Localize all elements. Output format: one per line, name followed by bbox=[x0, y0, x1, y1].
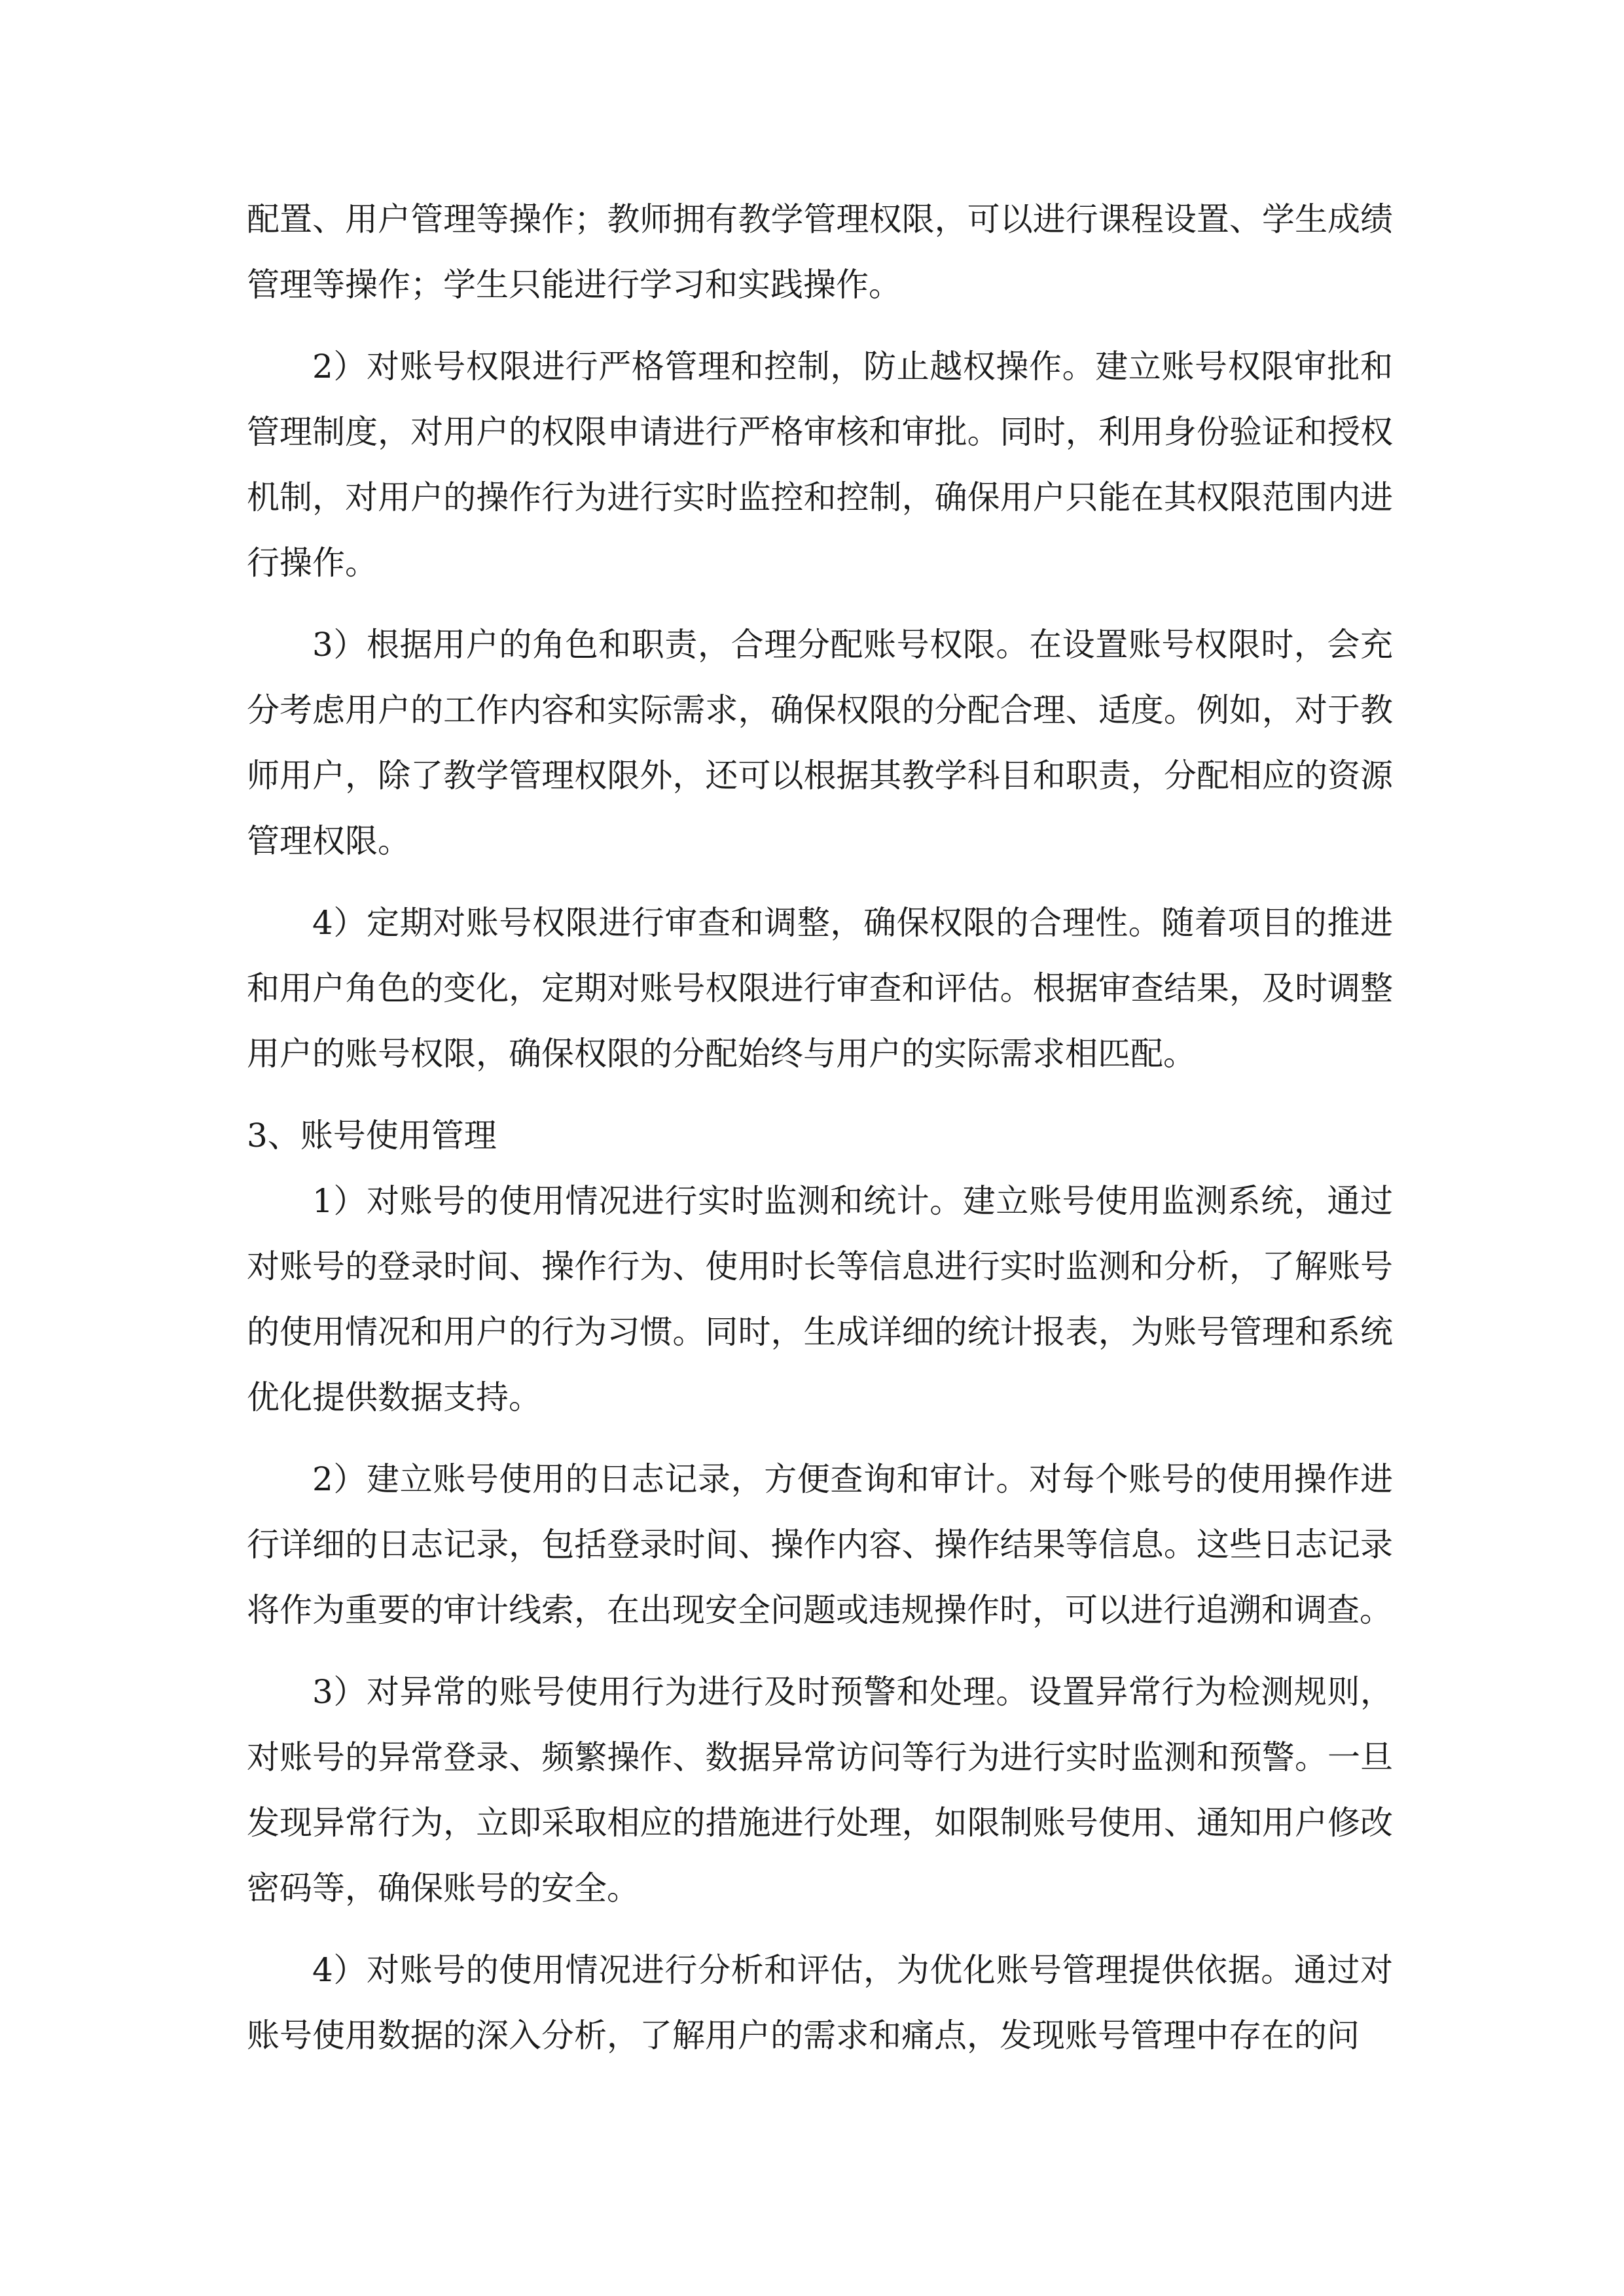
paragraph-permission-review: 4）定期对账号权限进行审查和调整，确保权限的合理性。随着项目的推进和用户角色的变化，定期对账号权限进行审查和评估。根据审查结果，及时调整用户的账号权限，确保权限的分配始终与用户的实际需求相匹配。 bbox=[247, 904, 1393, 1073]
paragraph-usage-logging: 2）建立账号使用的日志记录，方便查询和审计。对每个账号的使用操作进行详细的日志记录，包括登录时间、操作内容、操作结果等信息。这些日志记录将作为重要的审计线索，在出现安全问题或违规操作时，可以进行追溯和调查。 bbox=[247, 1460, 1393, 1629]
paragraph-permission-control: 2）对账号权限进行严格管理和控制，防止越权操作。建立账号权限审批和管理制度，对用户的权限申请进行严格审核和审批。同时，利用身份验证和授权机制，对用户的操作行为进行实时监控和控制，确保用户只能在其权限范围内进行操作。 bbox=[247, 348, 1393, 582]
paragraph-usage-analysis: 4）对账号的使用情况进行分析和评估，为优化账号管理提供依据。通过对账号使用数据的深入分析，了解用户的需求和痛点，发现账号管理中存在的问 bbox=[247, 1951, 1393, 2054]
paragraph-permission-allocation: 3）根据用户的角色和职责，合理分配账号权限。在设置账号权限时，会充分考虑用户的工作内容和实际需求，确保权限的分配合理、适度。例如，对于教师用户，除了教学管理权限外，还可以根据其教学科目和职责，分配相应的资源管理权限。 bbox=[247, 626, 1393, 860]
paragraph-usage-alerting: 3）对异常的账号使用行为进行及时预警和处理。设置异常行为检测规则，对账号的异常登录、频繁操作、数据异常访问等行为进行实时监测和预警。一旦发现异常行为，立即采取相应的措施进行处理，如限制账号使用、通知用户修改密码等，确保账号的安全。 bbox=[247, 1673, 1393, 1907]
paragraph-continued: 配置、用户管理等操作；教师拥有教学管理权限，可以进行课程设置、学生成绩管理等操作；学生只能进行学习和实践操作。 bbox=[247, 200, 1393, 304]
document-body bbox=[247, 187, 1393, 2085]
paragraph-usage-monitoring: 1）对账号的使用情况进行实时监测和统计。建立账号使用监测系统，通过对账号的登录时间、操作行为、使用时长等信息进行实时监测和分析，了解账号的使用情况和用户的行为习惯。同时，生成详细的统计报表，为账号管理和系统优化提供数据支持。 bbox=[247, 1182, 1393, 1416]
section-heading: 3、账号使用管理 bbox=[247, 1117, 497, 1155]
